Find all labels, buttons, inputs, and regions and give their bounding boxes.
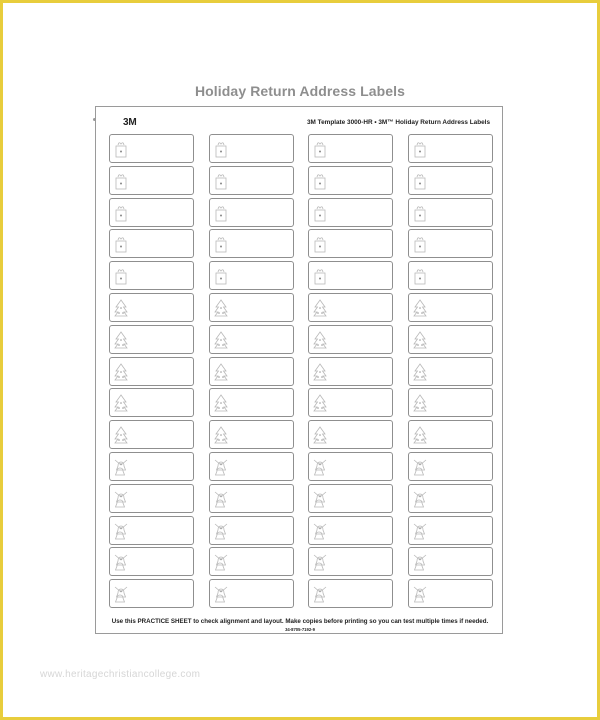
christmas-tree-icon <box>113 330 129 350</box>
address-label <box>209 484 294 513</box>
christmas-tree-icon <box>312 425 328 445</box>
christmas-tree-icon <box>213 362 229 382</box>
address-label <box>109 484 194 513</box>
address-label <box>109 229 194 258</box>
address-label <box>209 579 294 608</box>
address-label <box>109 579 194 608</box>
address-label <box>209 229 294 258</box>
page-title: Holiday Return Address Labels <box>194 83 406 99</box>
address-label <box>408 484 493 513</box>
christmas-tree-icon <box>113 425 129 445</box>
address-label <box>408 293 493 322</box>
address-label <box>408 261 493 290</box>
part-number: 34-8705-7192-9 <box>285 627 315 632</box>
practice-note: Use this PRACTICE SHEET to check alignment and layout. Make copies before printing so you can test multiple times if needed. <box>111 618 489 625</box>
bells-icon <box>113 584 129 604</box>
gift-bag-icon <box>213 139 229 159</box>
christmas-tree-icon <box>213 425 229 445</box>
address-label <box>109 198 194 227</box>
bells-icon <box>412 552 428 572</box>
christmas-tree-icon <box>312 298 328 318</box>
christmas-tree-icon <box>113 362 129 382</box>
gift-bag-icon <box>213 171 229 191</box>
address-label <box>408 357 493 386</box>
address-label <box>308 198 393 227</box>
gift-bag-icon <box>312 203 328 223</box>
gift-bag-icon <box>312 266 328 286</box>
address-label <box>308 484 393 513</box>
address-label <box>109 166 194 195</box>
bells-icon <box>113 489 129 509</box>
address-label <box>109 325 194 354</box>
address-label <box>109 420 194 449</box>
bells-icon <box>412 584 428 604</box>
address-label <box>109 547 194 576</box>
christmas-tree-icon <box>213 298 229 318</box>
gift-bag-icon <box>412 171 428 191</box>
watermark: www.heritagechristiancollege.com <box>40 669 201 680</box>
gift-bag-icon <box>412 266 428 286</box>
address-label <box>209 357 294 386</box>
address-label <box>408 452 493 481</box>
bells-icon <box>213 521 229 541</box>
christmas-tree-icon <box>312 393 328 413</box>
address-label <box>109 357 194 386</box>
address-label <box>308 388 393 417</box>
address-label <box>308 325 393 354</box>
gift-bag-icon <box>312 234 328 254</box>
address-label <box>408 420 493 449</box>
address-label <box>308 166 393 195</box>
bells-icon <box>312 489 328 509</box>
address-label <box>109 261 194 290</box>
address-label <box>408 229 493 258</box>
bells-icon <box>213 584 229 604</box>
address-label <box>408 134 493 163</box>
gift-bag-icon <box>113 171 129 191</box>
brand-logo: 3M <box>123 117 137 128</box>
address-label <box>109 516 194 545</box>
bells-icon <box>113 521 129 541</box>
christmas-tree-icon <box>213 330 229 350</box>
address-label <box>408 325 493 354</box>
gift-bag-icon <box>412 139 428 159</box>
address-label <box>209 420 294 449</box>
address-label <box>109 452 194 481</box>
label-sheet <box>95 106 503 634</box>
address-label <box>308 357 393 386</box>
bells-icon <box>412 521 428 541</box>
address-label <box>308 134 393 163</box>
address-label <box>408 388 493 417</box>
address-label <box>308 293 393 322</box>
address-label <box>308 229 393 258</box>
address-label <box>308 452 393 481</box>
christmas-tree-icon <box>412 425 428 445</box>
gift-bag-icon <box>213 234 229 254</box>
address-label <box>209 325 294 354</box>
address-label <box>408 516 493 545</box>
address-label <box>209 516 294 545</box>
christmas-tree-icon <box>312 362 328 382</box>
bells-icon <box>312 552 328 572</box>
bells-icon <box>213 552 229 572</box>
christmas-tree-icon <box>213 393 229 413</box>
christmas-tree-icon <box>412 362 428 382</box>
christmas-tree-icon <box>412 298 428 318</box>
address-label <box>408 166 493 195</box>
bells-icon <box>113 457 129 477</box>
bells-icon <box>312 457 328 477</box>
gift-bag-icon <box>213 203 229 223</box>
gift-bag-icon <box>213 266 229 286</box>
address-label <box>308 547 393 576</box>
address-label <box>408 579 493 608</box>
address-label <box>308 516 393 545</box>
address-label <box>308 261 393 290</box>
bells-icon <box>213 457 229 477</box>
address-label <box>308 420 393 449</box>
address-label <box>308 579 393 608</box>
address-label <box>209 388 294 417</box>
gift-bag-icon <box>312 139 328 159</box>
christmas-tree-icon <box>113 298 129 318</box>
address-label <box>209 452 294 481</box>
gift-bag-icon <box>113 139 129 159</box>
address-label <box>209 198 294 227</box>
bells-icon <box>312 584 328 604</box>
address-label <box>109 293 194 322</box>
address-label <box>209 293 294 322</box>
christmas-tree-icon <box>412 330 428 350</box>
christmas-tree-icon <box>113 393 129 413</box>
address-label <box>408 198 493 227</box>
address-label <box>209 547 294 576</box>
address-label <box>209 261 294 290</box>
template-caption: 3M Template 3000-HR • 3M™ Holiday Return Address Labels <box>307 119 490 126</box>
bells-icon <box>412 457 428 477</box>
gift-bag-icon <box>412 203 428 223</box>
bells-icon <box>312 521 328 541</box>
address-label <box>408 547 493 576</box>
christmas-tree-icon <box>312 330 328 350</box>
bells-icon <box>113 552 129 572</box>
gift-bag-icon <box>412 234 428 254</box>
address-label <box>209 166 294 195</box>
christmas-tree-icon <box>412 393 428 413</box>
address-label <box>209 134 294 163</box>
gift-bag-icon <box>113 234 129 254</box>
gift-bag-icon <box>312 171 328 191</box>
address-label <box>109 388 194 417</box>
bells-icon <box>213 489 229 509</box>
label-grid <box>109 134 493 610</box>
gift-bag-icon <box>113 266 129 286</box>
address-label <box>109 134 194 163</box>
gift-bag-icon <box>113 203 129 223</box>
bells-icon <box>412 489 428 509</box>
